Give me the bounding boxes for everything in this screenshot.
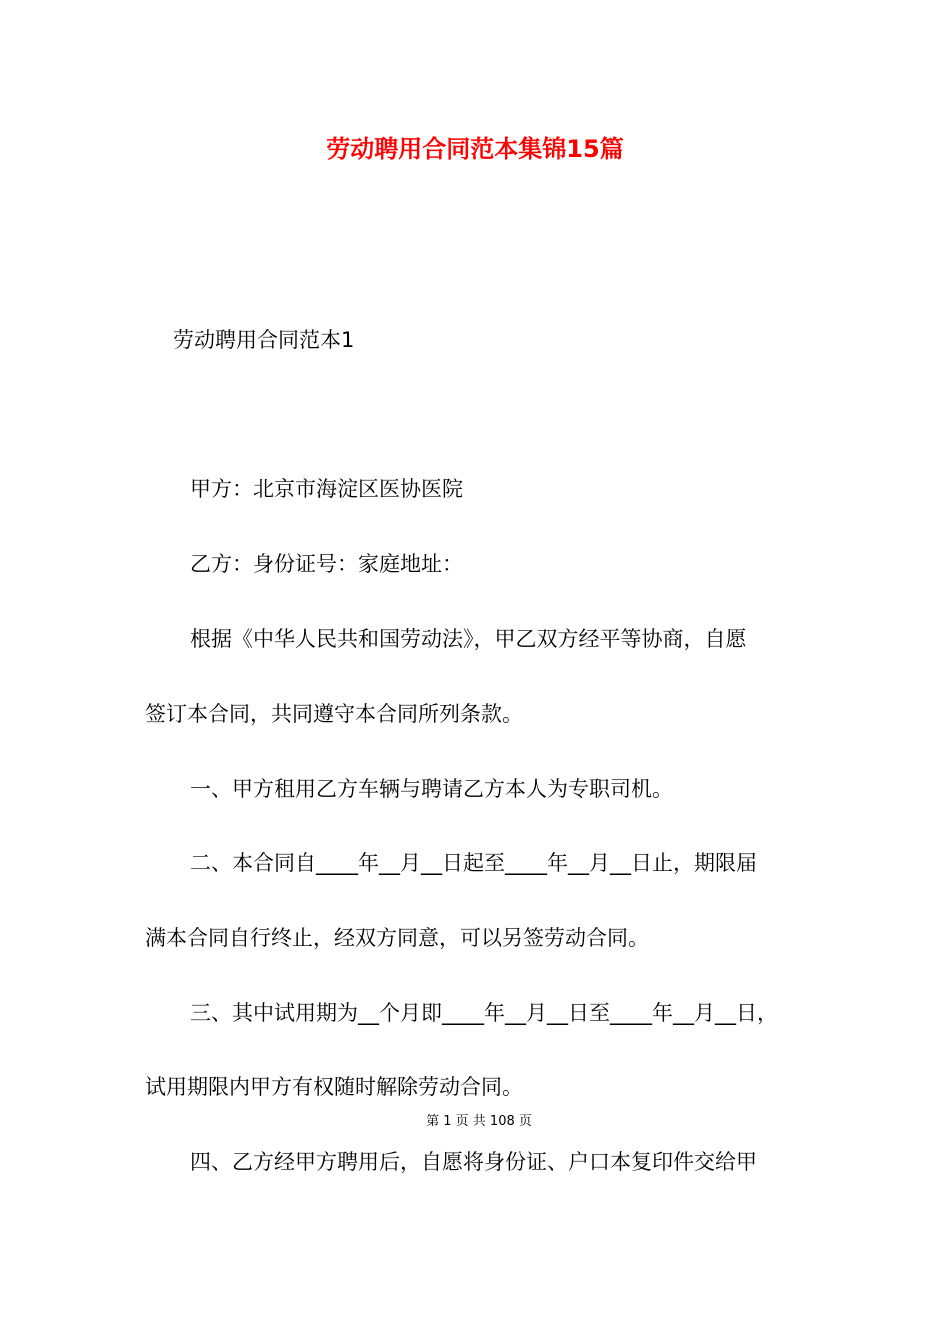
clause-1-line: 一、甲方租用乙方车辆与聘请乙方本人为专职司机。 (190, 777, 673, 801)
clause-4-line: 四、乙方经甲方聘用后，自愿将身份证、户口本复印件交给甲 (190, 1150, 757, 1174)
page-footer (0, 1113, 950, 1131)
document-title: 劳动聘用合同范本集锦15篇 (326, 135, 624, 163)
clause-3-continuation: 试用期限内甲方有权随时解除劳动合同。 (145, 1075, 523, 1099)
paragraph-line: 根据《中华人民共和国劳动法》，甲乙双方经平等协商，自愿 (190, 627, 747, 651)
paragraph-line: 签订本合同，共同遵守本合同所列条款。 (145, 702, 523, 726)
party-a-line: 甲方：北京市海淀区医协医院 (190, 477, 463, 501)
section-heading: 劳动聘用合同范本1 (173, 328, 355, 352)
clause-2-continuation: 满本合同自行终止，经双方同意，可以另签劳动合同。 (145, 926, 649, 950)
page-number-label: 第 1 页 共 108 页 (426, 1114, 532, 1129)
clause-3-line: 三、其中试用期为__个月即____年__月__日至____年__月__日， (190, 1001, 778, 1025)
clause-2-line: 二、本合同自____年__月__日起至____年__月__日止，期限届 (190, 851, 757, 875)
party-b-line: 乙方：身份证号：家庭地址： (190, 552, 463, 576)
